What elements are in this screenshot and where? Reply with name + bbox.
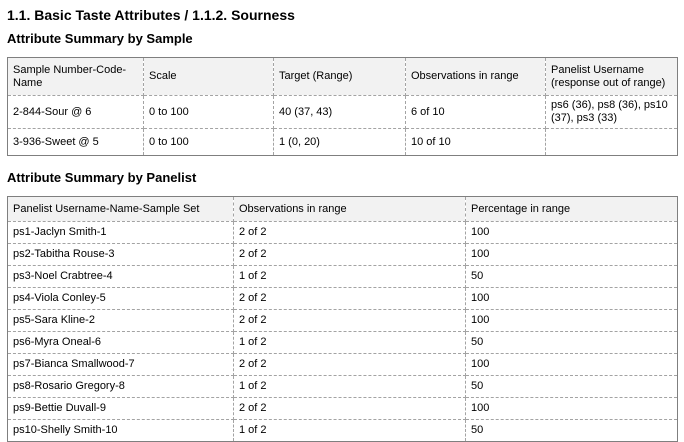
table-header-row [8, 197, 678, 222]
table-cell: 0 to 100 [144, 129, 274, 156]
attribute-summary-by-panelist-table [7, 196, 678, 442]
table-cell: 50 [466, 376, 678, 398]
table-row [8, 129, 678, 156]
sample-table-body [8, 96, 678, 156]
column-header-target-range: Target (Range) [274, 58, 406, 96]
table-cell: 1 of 2 [234, 376, 466, 398]
table-cell: 2-844-Sour @ 6 [8, 96, 144, 129]
table-cell: 100 [466, 398, 678, 420]
table-cell: ps6-Myra Oneal-6 [8, 332, 234, 354]
panelist-table-body [8, 222, 678, 442]
panelist-table-header [8, 197, 678, 222]
table-cell: 10 of 10 [406, 129, 546, 156]
table-cell: ps7-Bianca Smallwood-7 [8, 354, 234, 376]
table-cell: ps1-Jaclyn Smith-1 [8, 222, 234, 244]
table-cell: 2 of 2 [234, 398, 466, 420]
column-header-percentage: Percentage in range [466, 197, 678, 222]
sample-section-heading: Attribute Summary by Sample [7, 31, 193, 46]
table-row [8, 398, 678, 420]
table-cell: 40 (37, 43) [274, 96, 406, 129]
table-cell: 2 of 2 [234, 244, 466, 266]
column-header-panelist-username-name: Panelist Username-Name-Sample Set [8, 197, 234, 222]
column-header-observations: Observations in range [406, 58, 546, 96]
table-cell: 6 of 10 [406, 96, 546, 129]
table-cell: 2 of 2 [234, 354, 466, 376]
table-cell: 1 (0, 20) [274, 129, 406, 156]
column-header-panelist-username: Panelist Username (response out of range) [546, 58, 678, 96]
panelist-section-heading: Attribute Summary by Panelist [7, 170, 197, 185]
table-row [8, 96, 678, 129]
table-header-row [8, 58, 678, 96]
attribute-summary-by-sample-table [7, 57, 678, 156]
table-row [8, 354, 678, 376]
table-cell: 1 of 2 [234, 420, 466, 442]
sample-table-header [8, 58, 678, 96]
table-cell: 100 [466, 310, 678, 332]
table-cell: 2 of 2 [234, 310, 466, 332]
table-cell: 1 of 2 [234, 332, 466, 354]
column-header-observations: Observations in range [234, 197, 466, 222]
table-cell: ps5-Sara Kline-2 [8, 310, 234, 332]
table-cell: 0 to 100 [144, 96, 274, 129]
table-cell [546, 129, 678, 156]
table-row [8, 266, 678, 288]
table-row [8, 420, 678, 442]
table-row [8, 222, 678, 244]
table-cell: 100 [466, 244, 678, 266]
table-row [8, 288, 678, 310]
table-cell: 50 [466, 420, 678, 442]
table-row [8, 244, 678, 266]
table-cell: ps4-Viola Conley-5 [8, 288, 234, 310]
table-cell: ps6 (36), ps8 (36), ps10 (37), ps3 (33) [546, 96, 678, 129]
table-cell: ps2-Tabitha Rouse-3 [8, 244, 234, 266]
column-header-scale: Scale [144, 58, 274, 96]
table-cell: 100 [466, 222, 678, 244]
table-cell: 100 [466, 354, 678, 376]
table-cell: ps8-Rosario Gregory-8 [8, 376, 234, 398]
column-header-sample-number: Sample Number-Code-Name [8, 58, 144, 96]
page-title: 1.1. Basic Taste Attributes / 1.1.2. Sourness [7, 7, 295, 23]
table-row [8, 332, 678, 354]
table-cell: ps3-Noel Crabtree-4 [8, 266, 234, 288]
table-row [8, 310, 678, 332]
table-cell: 50 [466, 332, 678, 354]
table-cell: 2 of 2 [234, 222, 466, 244]
table-cell: 100 [466, 288, 678, 310]
table-cell: 1 of 2 [234, 266, 466, 288]
table-cell: 50 [466, 266, 678, 288]
table-cell: 2 of 2 [234, 288, 466, 310]
table-cell: ps9-Bettie Duvall-9 [8, 398, 234, 420]
table-cell: 3-936-Sweet @ 5 [8, 129, 144, 156]
table-row [8, 376, 678, 398]
table-cell: ps10-Shelly Smith-10 [8, 420, 234, 442]
